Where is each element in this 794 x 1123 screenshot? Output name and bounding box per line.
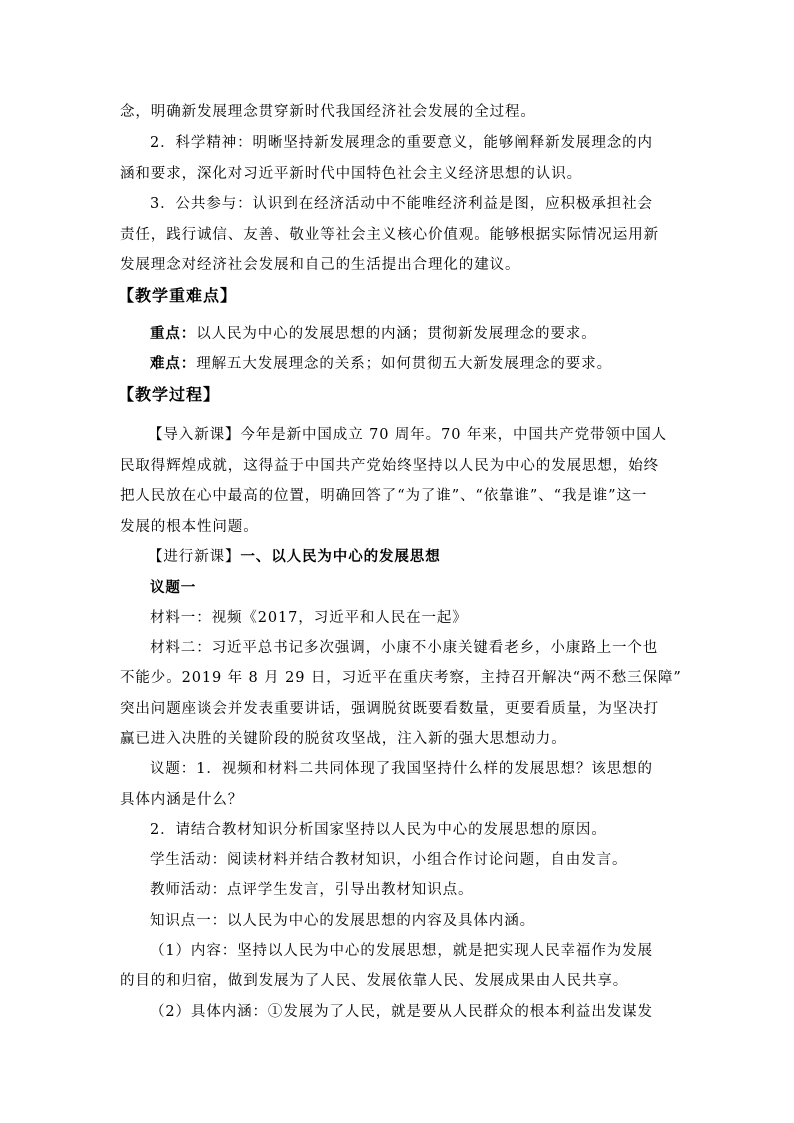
goal-p3-line3: 发展理念对经济社会发展和自己的生活提出合理化的建议。: [120, 257, 521, 273]
goal-p1-tail: 念，明确新发展理念贯穿新时代我国经济社会发展的全过程。: [120, 104, 536, 120]
topic-title: 议题一: [150, 580, 197, 596]
material2-line4: 赢已进入决胜的关键阶段的脱贫攻坚战，注入新的强大思想动力。: [120, 731, 567, 747]
new-lesson-prefix: 【进行新课】: [148, 549, 241, 565]
teacher-activity: 教师活动：点评学生发言，引导出教材知识点。: [150, 882, 474, 898]
content-line1: （1）内容：坚持以人民为中心的发展思想，就是把实现人民幸福作为发展: [150, 943, 653, 959]
intro-line4: 发展的根本性问题。: [120, 519, 259, 535]
key-points-heading: 【教学重难点】: [118, 286, 238, 305]
material2-line3: 突出问题座谈会并发表重要讲话，强调脱贫既要看数量，更要看质量，为坚决打: [120, 701, 659, 717]
goal-p2-line1: 2．科学精神：明晰坚持新发展理念的重要意义，能够阐释新发展理念的内: [150, 135, 653, 151]
intro-line1: 【导入新课】今年是新中国成立 70 周年。70 年来，中国共产党带领中国人: [148, 427, 668, 443]
knowledge-point1: 知识点一：以人民为中心的发展思想的内容及具体内涵。: [150, 913, 535, 929]
material2-line1: 材料二：习近平总书记多次强调，小康不小康关键看老乡，小康路上一个也: [150, 640, 659, 656]
intro-line3: 把人民放在心中最高的位置，明确回答了“为了谁”、“依靠谁”、“我是谁”这一: [120, 488, 648, 504]
new-lesson-line: [148, 547, 441, 567]
student-activity: 学生活动：阅读材料并结合教材知识，小组合作讨论问题，自由发言。: [150, 852, 628, 868]
material2-line2: 不能少。2019 年 8 月 29 日，习近平在重庆考察，主持召开解决“两不愁三保障”: [120, 670, 682, 686]
question2: 2．请结合教材知识分析国家坚持以人民为中心的发展思想的原因。: [150, 822, 607, 838]
difficult-label: 难点：: [150, 356, 197, 372]
process-heading: 【教学过程】: [118, 385, 221, 404]
content-line2: 的目的和归宿，做到发展为了人民、发展依靠人民、发展成果由人民共享。: [120, 973, 629, 989]
difficult-point-line: [150, 354, 612, 374]
question1-line2: 具体内涵是什么？: [120, 792, 244, 808]
key-label: 重点：: [150, 326, 197, 342]
goal-p3-line1: 3．公共参与：认识到在经济活动中不能唯经济利益是图，应积极承担社会: [150, 196, 653, 212]
question1-line1: 议题：1．视频和材料二共同体现了我国坚持什么样的发展思想？该思想的: [150, 761, 653, 777]
goal-p3-line2: 责任，践行诚信、友善、敬业等社会主义核心价值观。能够根据实际情况运用新: [120, 227, 659, 243]
key-point-line: [150, 324, 597, 344]
difficult-text: 理解五大发展理念的关系；如何贯彻五大新发展理念的要求。: [196, 356, 613, 372]
key-text: 以人民为中心的发展思想的内涵；贯彻新发展理念的要求。: [196, 326, 597, 342]
meaning-line1: （2）具体内涵：①发展为了人民，就是要从人民群众的根本利益出发谋发: [150, 1004, 653, 1020]
goal-p2-line2: 涵和要求，深化对习近平新时代中国特色社会主义经济思想的认识。: [120, 166, 582, 182]
intro-line2: 民取得辉煌成就，这得益于中国共产党始终坚持以人民为中心的发展思想，始终: [120, 458, 659, 474]
material1: 材料一：视频《2017，习近平和人民在一起》: [150, 610, 468, 626]
new-lesson-title: 一、以人民为中心的发展思想: [240, 549, 441, 565]
